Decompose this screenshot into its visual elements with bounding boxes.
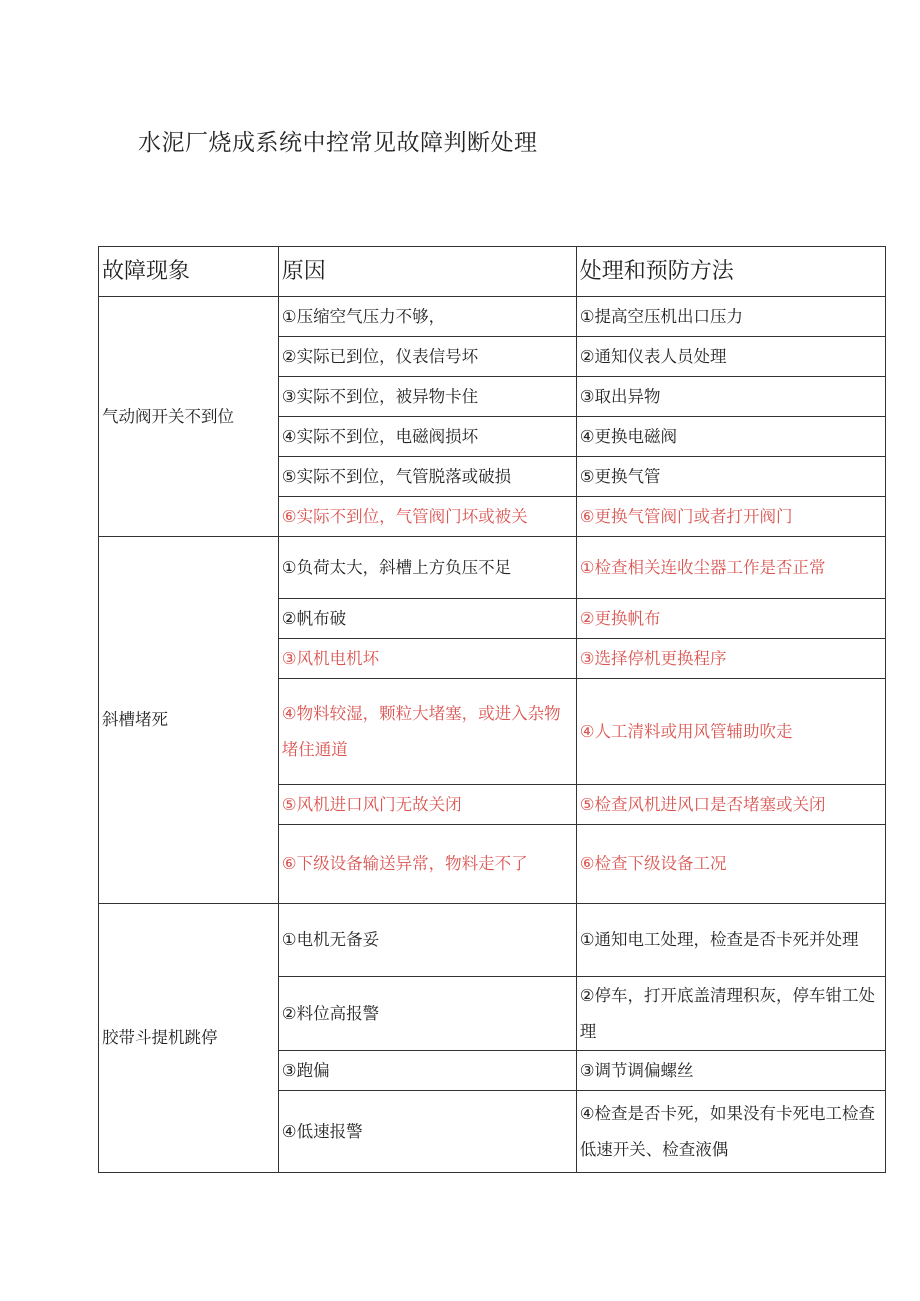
table-row bbox=[99, 297, 886, 337]
fix-cell: ④检查是否卡死，如果没有卡死电工检查低速开关、检查液偶 bbox=[576, 1091, 885, 1173]
cause-cell: ①压缩空气压力不够， bbox=[278, 297, 576, 337]
phenomenon-cell: 气动阀开关不到位 bbox=[99, 297, 279, 537]
fix-cell: ④人工清料或用风管辅助吹走 bbox=[576, 679, 885, 785]
header-fix: 处理和预防方法 bbox=[576, 247, 885, 297]
cause-cell: ②料位高报警 bbox=[278, 977, 576, 1051]
cause-cell: ⑤风机进口风门无故关闭 bbox=[278, 785, 576, 825]
cause-cell: ①电机无备妥 bbox=[278, 904, 576, 977]
cause-cell: ④实际不到位，电磁阀损坏 bbox=[278, 417, 576, 457]
fault-table bbox=[98, 246, 886, 1173]
cause-cell: ③实际不到位，被异物卡住 bbox=[278, 377, 576, 417]
cause-cell: ②帆布破 bbox=[278, 599, 576, 639]
cause-cell: ⑥下级设备输送异常，物料走不了 bbox=[278, 825, 576, 904]
fix-cell: ⑥检查下级设备工况 bbox=[576, 825, 885, 904]
cause-cell: ⑥实际不到位，气管阀门坏或被关 bbox=[278, 497, 576, 537]
cause-cell: ⑤实际不到位，气管脱落或破损 bbox=[278, 457, 576, 497]
table-row bbox=[99, 537, 886, 599]
fix-cell: ④更换电磁阀 bbox=[576, 417, 885, 457]
phenomenon-cell: 斜槽堵死 bbox=[99, 537, 279, 904]
cause-cell: ②实际已到位，仪表信号坏 bbox=[278, 337, 576, 377]
cause-cell: ④低速报警 bbox=[278, 1091, 576, 1173]
fix-cell: ①检查相关连收尘器工作是否正常 bbox=[576, 537, 885, 599]
cause-cell: ④物料较湿，颗粒大堵塞，或进入杂物堵住通道 bbox=[278, 679, 576, 785]
cause-cell: ①负荷太大，斜槽上方负压不足 bbox=[278, 537, 576, 599]
fix-cell: ③调节调偏螺丝 bbox=[576, 1051, 885, 1091]
fix-cell: ②通知仪表人员处理 bbox=[576, 337, 885, 377]
fix-cell: ⑤更换气管 bbox=[576, 457, 885, 497]
document-title: 水泥厂烧成系统中控常见故障判断处理 bbox=[138, 130, 538, 156]
fix-cell: ⑤检查风机进风口是否堵塞或关闭 bbox=[576, 785, 885, 825]
header-phenomenon: 故障现象 bbox=[99, 247, 279, 297]
fix-cell: ①通知电工处理，检查是否卡死并处理 bbox=[576, 904, 885, 977]
fix-cell: ③选择停机更换程序 bbox=[576, 639, 885, 679]
cause-cell: ③风机电机坏 bbox=[278, 639, 576, 679]
header-cause: 原因 bbox=[278, 247, 576, 297]
fix-cell: ⑥更换气管阀门或者打开阀门 bbox=[576, 497, 885, 537]
fix-cell: ③取出异物 bbox=[576, 377, 885, 417]
fix-cell: ②停车，打开底盖清理积灰，停车钳工处理 bbox=[576, 977, 885, 1051]
fix-cell: ①提高空压机出口压力 bbox=[576, 297, 885, 337]
phenomenon-cell: 胶带斗提机跳停 bbox=[99, 904, 279, 1173]
cause-cell: ③跑偏 bbox=[278, 1051, 576, 1091]
table-header-row bbox=[99, 247, 886, 297]
fix-cell: ②更换帆布 bbox=[576, 599, 885, 639]
table-row bbox=[99, 904, 886, 977]
